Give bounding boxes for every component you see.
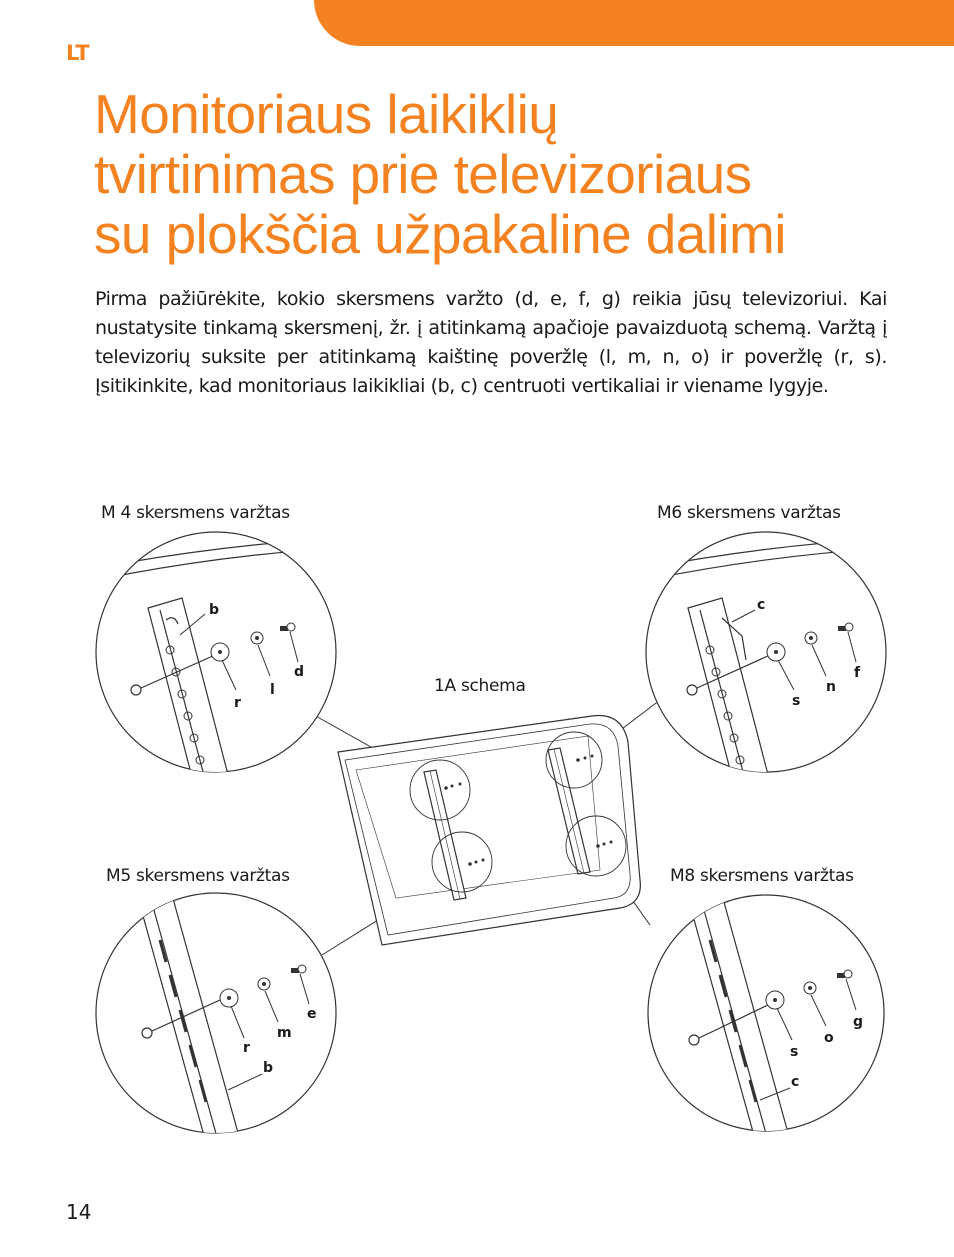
label-m8-screw: M8 skersmens varžtas [670,866,854,886]
m5-washer [220,989,238,1007]
m4-part-washer: r [234,695,241,711]
m6-part-washer: s [792,693,801,709]
page-title-line-3: su plokščia užpakaline dalimi [94,203,786,265]
m5-part-washer: r [243,1040,250,1056]
m6-washer [767,643,785,661]
m8-spacer [804,982,816,994]
m8-part-washer: s [790,1044,799,1060]
m6-part-screw: f [854,665,861,681]
label-m5-screw: M5 skersmens varžtas [106,866,290,886]
m5-part-bracket: b [263,1060,274,1076]
m4-washer [211,643,229,661]
m5-spacer [258,978,270,990]
m5-part-spacer: m [277,1025,292,1041]
label-schema-1a: 1A schema [434,676,526,696]
m4-part-bracket: b [209,602,220,618]
m8-part-screw: g [853,1014,864,1030]
callout-m8 [648,895,884,1150]
m4-part-spacer: l [270,682,275,698]
tv-back-schematic [338,716,640,945]
label-m4-screw: M 4 skersmens varžtas [101,503,290,523]
m8-part-spacer: o [824,1030,834,1046]
callout-m6 [646,532,890,800]
page-number: 14 [66,1200,92,1224]
page-title-line-2: tvirtinimas prie televizoriaus [94,143,752,205]
language-tag: LT [66,41,90,65]
m8-washer [766,991,784,1009]
m6-spacer [805,632,817,644]
m8-part-bracket: c [791,1074,800,1090]
callout-m5 [96,893,336,1150]
m4-part-screw: d [294,664,305,680]
m6-part-bracket: c [757,597,766,613]
m6-part-spacer: n [826,679,836,695]
label-m6-screw: M6 skersmens varžtas [657,503,841,523]
m5-part-screw: e [307,1006,317,1022]
callout-m4 [96,532,340,800]
intro-paragraph: Pirma pažiūrėkite, kokio skersmens varžto (d, e, f, g) reikia jūsų televizoriui. Kai nustatysite tinkamą skersmenį, žr. į atitinkamą apačioje pavaizduotą schemą. Varžtą į televizorių suksite per atitinkamą kaištinę poveržlę (l, m, n, o) ir poveržlę (r, s). Įsitikinkite, kad monitoriaus laikikliai (b, c) centruoti vertikaliai ir viename lygyje. [95,288,887,397]
m4-spacer [251,632,263,644]
page-title-line-1: Monitoriaus laikiklių [94,83,559,145]
